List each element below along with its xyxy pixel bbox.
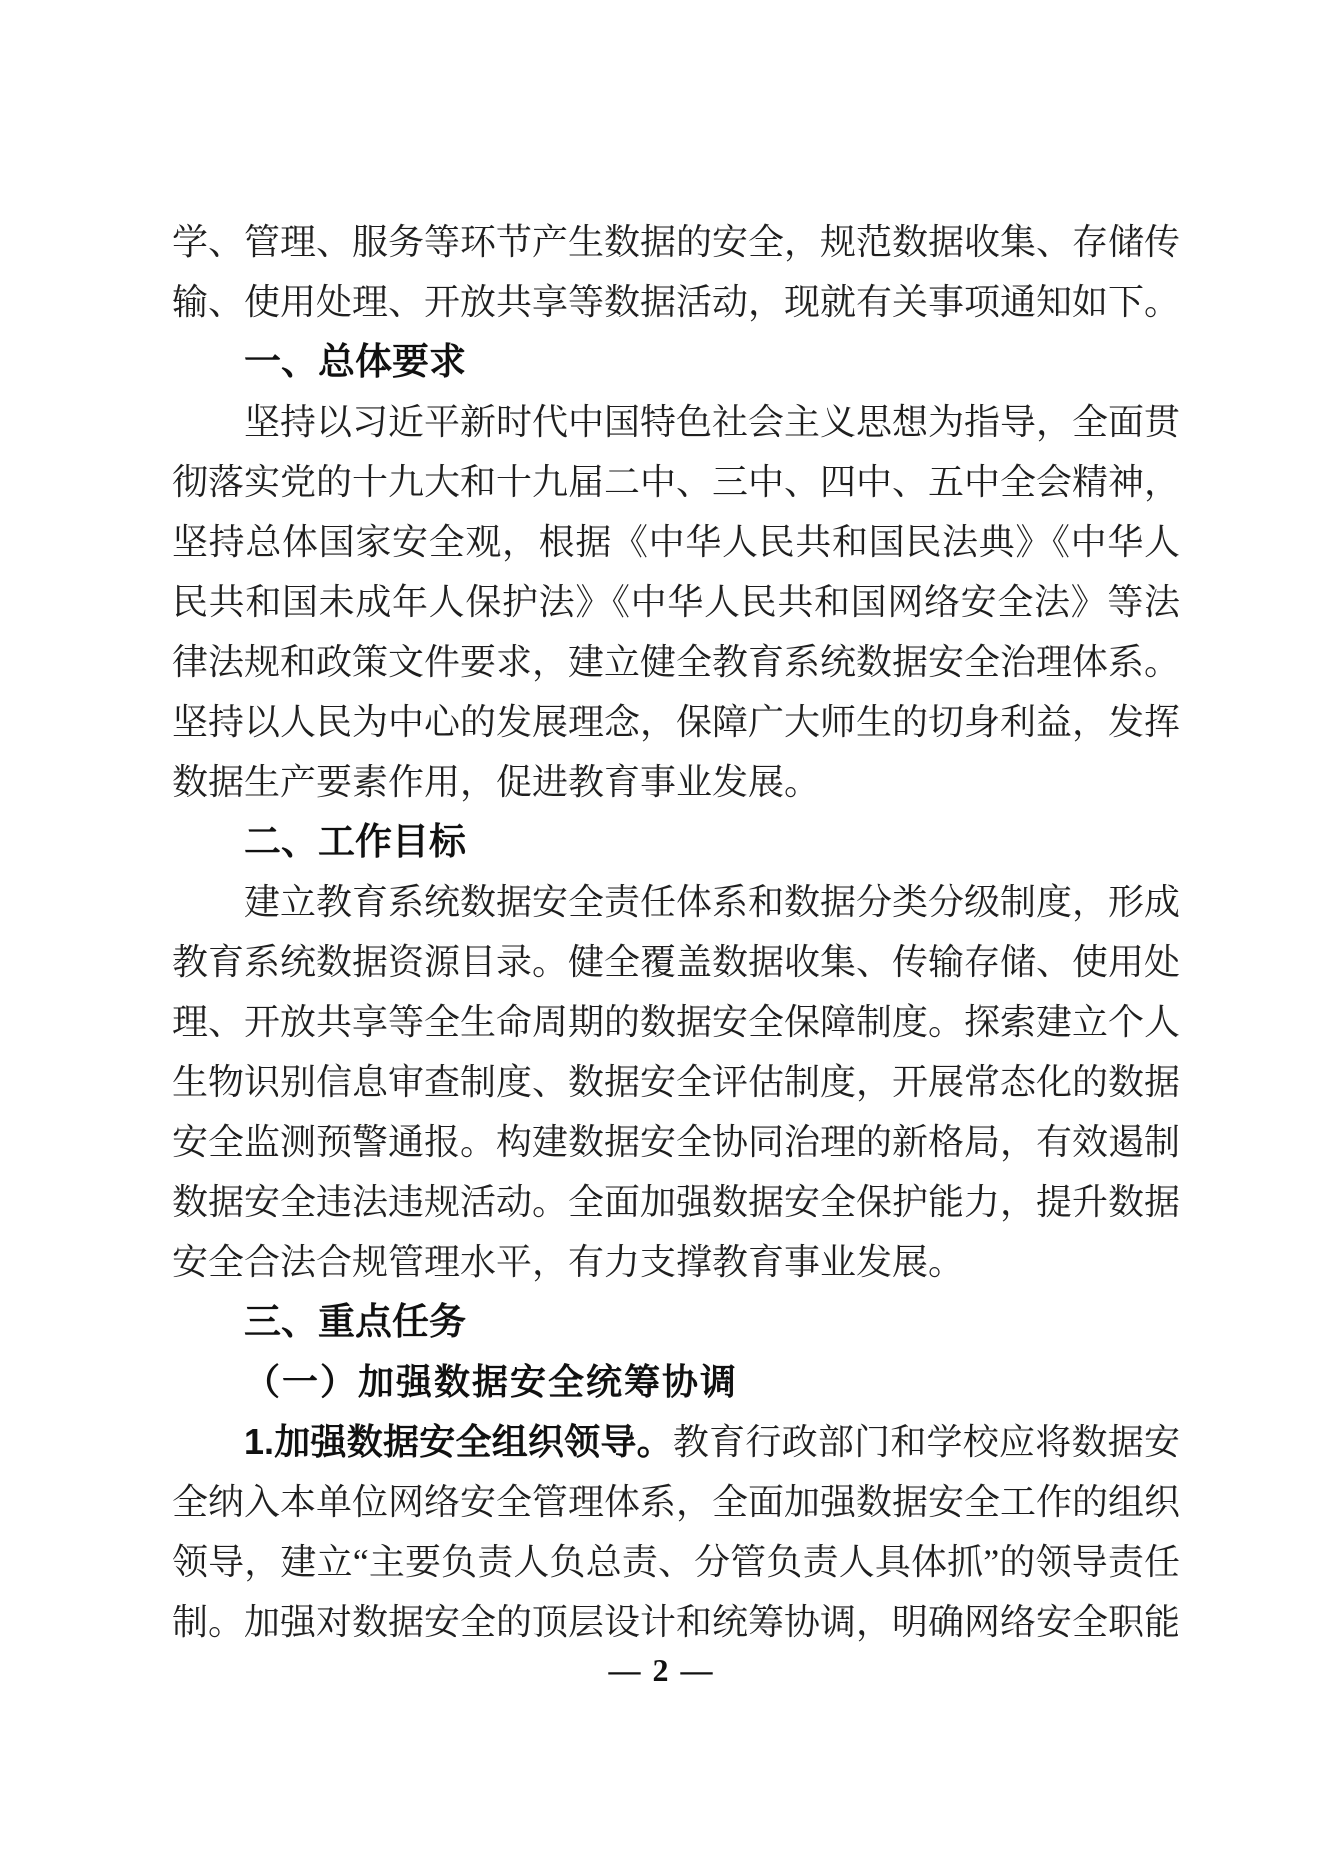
text-run: （一）加强数据安全统筹协调 [244,1362,739,1402]
text-run: 安全合法合规管理水平，有力支撑教育事业发展。 [172,1242,965,1282]
text-line [172,512,1180,572]
text-run: 民共和国未成年人保护法》《中华人民共和国网络安全法》等法 [172,582,1180,622]
text-run: 教育行政部门和学校应将数据安 [672,1422,1180,1462]
page-number: — 2 — [608,1652,715,1688]
text-line [172,632,1180,692]
text-line [172,1232,1180,1292]
text-line [172,692,1180,752]
text-run: 彻落实党的十九大和十九届二中、三中、四中、五中全会精神， [172,462,1181,502]
text-run: 领导，建立“主要负责人负总责、分管负责人具体抓”的领导责任 [172,1542,1180,1582]
text-line [172,1172,1180,1232]
text-line [172,872,1180,932]
text-run: 一、总体要求 [244,341,466,382]
text-line [172,1472,1180,1532]
subsection-heading [172,1352,1180,1412]
text-run: 数据安全违法违规活动。全面加强数据安全保护能力，提升数据 [172,1182,1181,1222]
text-run: 输、使用处理、开放共享等数据活动，现就有关事项通知如下。 [172,282,1181,322]
section-heading [172,1292,1180,1352]
text-line [172,572,1180,632]
text-run: 安全监测预警通报。构建数据安全协同治理的新格局，有效遏制 [172,1122,1181,1162]
text-line [172,1412,1180,1472]
text-run: 理、开放共享等全生命周期的数据安全保障制度。探索建立个人 [172,1002,1181,1042]
text-run: 生物识别信息审查制度、数据安全评估制度，开展常态化的数据 [172,1062,1181,1102]
document-body [172,212,1180,1652]
text-run: 制。加强对数据安全的顶层设计和统筹协调，明确网络安全职能 [172,1602,1181,1642]
text-run: 坚持以人民为中心的发展理念，保障广大师生的切身利益，发挥 [172,702,1181,742]
text-line [172,212,1180,272]
text-line [172,1532,1180,1592]
text-run: 建立教育系统数据安全责任体系和数据分类分级制度，形成 [244,882,1181,922]
text-line [172,1052,1180,1112]
text-run: 三、重点任务 [244,1301,466,1342]
text-run: 教育系统数据资源目录。健全覆盖数据收集、传输存储、使用处 [172,942,1181,982]
text-line [172,272,1180,332]
text-line [172,992,1180,1052]
text-line [172,452,1180,512]
text-line [172,752,1180,812]
text-run: 数据生产要素作用，促进教育事业发展。 [172,762,821,802]
text-line [172,1592,1180,1652]
text-run: 坚持总体国家安全观，根据《中华人民共和国民法典》《中华人 [172,522,1180,562]
text-run: 全纳入本单位网络安全管理体系，全面加强数据安全工作的组织 [172,1482,1181,1522]
text-line [172,392,1180,452]
text-run: 律法规和政策文件要求，建立健全教育系统数据安全治理体系。 [172,642,1181,682]
text-run: 二、工作目标 [244,821,466,862]
text-line [172,1112,1180,1172]
numbered-item-lead: 1.加强数据安全组织领导。 [244,1421,673,1462]
text-run: 学、管理、服务等环节产生数据的安全，规范数据收集、存储传 [172,222,1181,262]
text-run: 坚持以习近平新时代中国特色社会主义思想为指导，全面贯 [244,402,1181,442]
text-line [172,932,1180,992]
section-heading [172,812,1180,872]
section-heading [172,332,1180,392]
